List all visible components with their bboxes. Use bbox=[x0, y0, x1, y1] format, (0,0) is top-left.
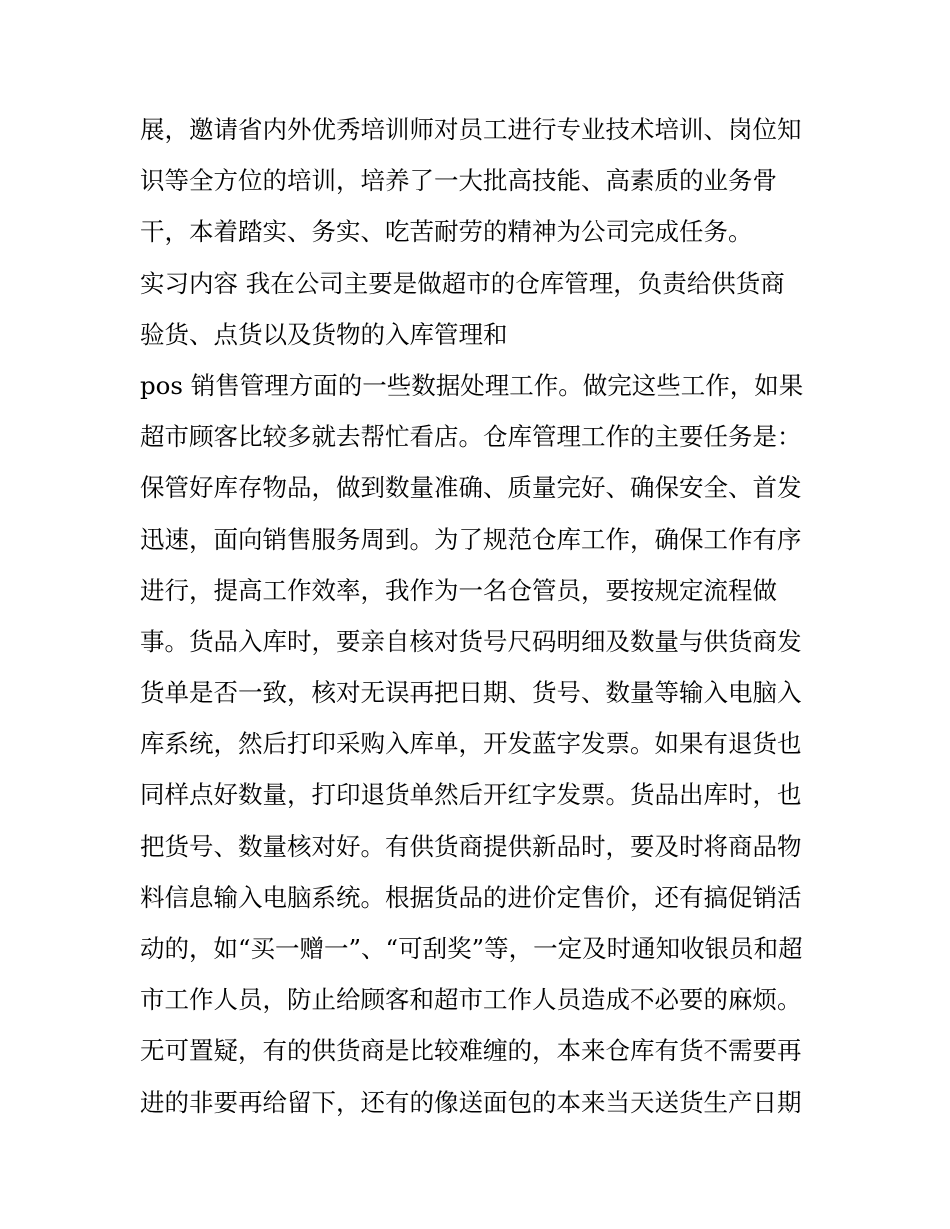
text-line: 进的非要再给留下，还有的像送面包的本来当天送货生产日期 bbox=[140, 1087, 802, 1117]
text-line: 动的，如“买一赠一”、“可刮奖”等，一定及时通知收银员和超 bbox=[140, 934, 803, 963]
text-line: pos 销售管理方面的一些数据处理工作。做完这些工作，如果 bbox=[140, 370, 804, 400]
text-line: 超市顾客比较多就去帮忙看店。仓库管理工作的主要任务是： bbox=[140, 422, 802, 452]
text-line: 把货号、数量核对好。有供货商提供新品时，要及时将商品物 bbox=[140, 831, 802, 861]
text-line: 迅速，面向销售服务周到。为了规范仓库工作，确保工作有序 bbox=[140, 524, 802, 554]
text-line: 识等全方位的培训，培养了一大批高技能、高素质的业务骨 bbox=[140, 166, 777, 196]
text-line: 验货、点货以及货物的入库管理和 bbox=[140, 319, 508, 349]
text-line: 展，邀请省内外优秀培训师对员工进行专业技术培训、岗位知 bbox=[140, 115, 802, 144]
text-line: 库系统，然后打印采购入库单，开发蓝字发票。如果有退货也 bbox=[140, 729, 802, 759]
text-line: 事。货品入库时，要亲自核对货号尺码明细及数量与供货商发 bbox=[140, 626, 802, 656]
body-text bbox=[140, 110, 820, 1134]
text-line: 货单是否一致，核对无误再把日期、货号、数量等输入电脑入 bbox=[140, 678, 802, 708]
text-line: 实习内容 我在公司主要是做超市的仓库管理，负责给供货商 bbox=[140, 268, 785, 298]
text-line: 无可置疑，有的供货商是比较难缠的，本来仓库有货不需要再 bbox=[140, 1036, 802, 1066]
text-line: 干，本着踏实、务实、吃苦耐劳的精神为公司完成任务。 bbox=[140, 217, 753, 247]
text-line: 保管好库存物品，做到数量准确、质量完好、确保安全、首发 bbox=[140, 473, 802, 503]
text-line: 市工作人员，防止给顾客和超市工作人员造成不必要的麻烦。 bbox=[140, 985, 802, 1015]
text-line: 同样点好数量，打印退货单然后开红字发票。货品出库时，也 bbox=[140, 780, 802, 810]
text-line: 料信息输入电脑系统。根据货品的进价定售价，还有搞促销活 bbox=[140, 882, 802, 912]
text-line: 进行，提高工作效率，我作为一名仓管员，要按规定流程做 bbox=[140, 575, 777, 605]
